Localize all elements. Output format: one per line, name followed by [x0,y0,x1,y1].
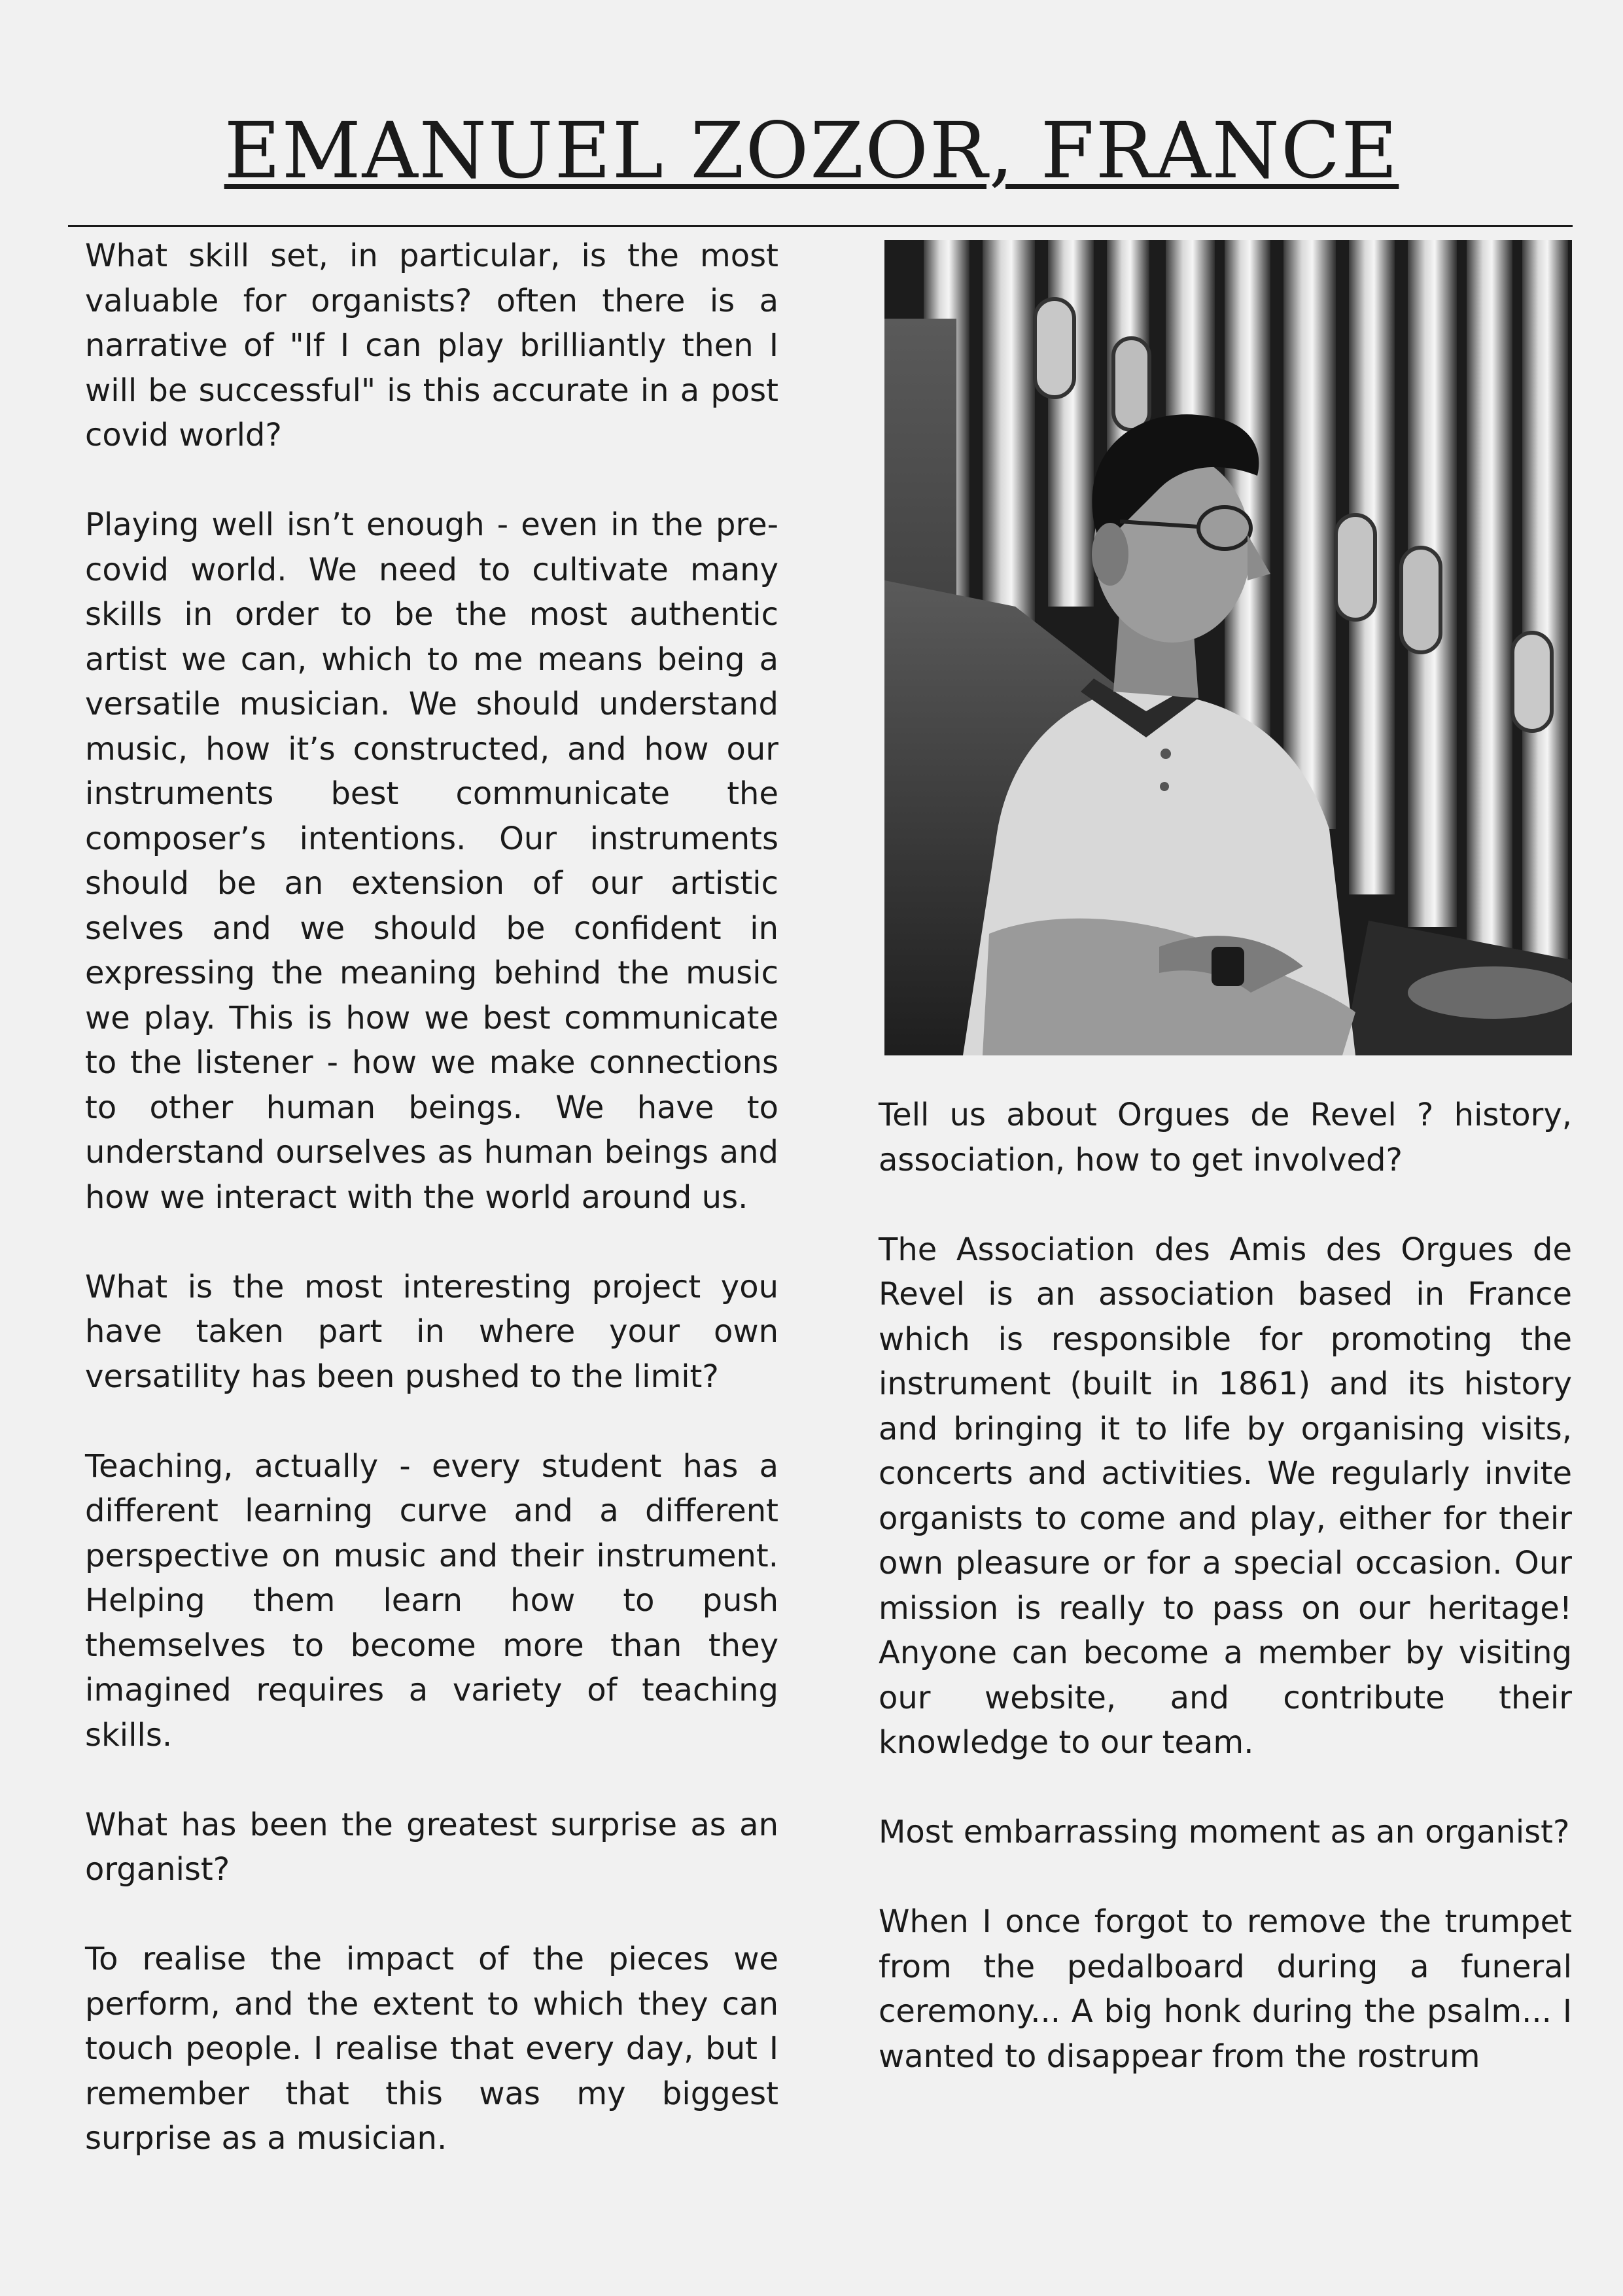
organist-portrait-photo [884,240,1572,1055]
page-title [0,98,1623,203]
question-embarrassing-moment: Most embarrassing moment as an organist? [879,1814,1570,1850]
title-divider [68,225,1573,227]
question-greatest-surprise: What has been the greatest surprise as an organist? [85,1806,778,1888]
answer-interesting-project: Teaching, actually - every student has a different learning curve and a different perspective on music and their instrument. Helping them learn how to push themselves to become more than they imagined requires a variety of teaching skills. [85,1447,778,1754]
left-column [85,234,778,2206]
answer-greatest-surprise: To realise the impact of the pieces we perform, and the extent to which they can touch people. I realise that every day, but I remember that this was my biggest surprise as a musician. [85,1941,778,2157]
answer-orgues-de-revel: The Association des Amis des Orgues de Revel is an association based in France which is responsible for promoting the instrument (built in 1861) and its history and bringing it to life by organising visits, concerts and activities. We regularly invite organists to come and play, either for their own pleasure or for a special occasion. Our mission is really to pass on our heritage! Anyone can become a member by visiting our website, and contribute their knowledge to our team. [879,1231,1572,1761]
question-skill-set: What skill set, in particular, is the most valuable for organists? often there is a narrative of "If I can play brilliantly then I will be successful" is this accurate in a post covid world? [85,238,778,453]
question-interesting-project: What is the most interesting project you have taken part in where your own versatility has been pushed to the limit? [85,1268,778,1395]
page-title-text: EMANUEL ZOZOR, FRANCE [224,105,1399,196]
answer-embarrassing-moment: When I once forgot to remove the trumpet from the pedalboard during a funeral ceremony... A big honk during the psalm... I wanted to disappear from the rostrum [879,1903,1572,2075]
answer-skill-set: Playing well isn’t enough - even in the pre-covid world. We need to cultivate many skills in order to be the most authentic artist we can, which to me means being a versatile musician. We should understand music, how it’s constructed, and how our instruments best communicate the composer’s intentions. Our instruments should be an extension of our artistic selves and we should be confident in expressing the meaning behind the music we play. This is how we best communicate to the listener - how we make connections to other human beings. We have to understand ourselves as human beings and how we interact with the world around us. [85,506,778,1216]
right-column [879,1093,1572,2124]
question-orgues-de-revel: Tell us about Orgues de Revel ? history, association, how to get involved? [879,1097,1572,1178]
